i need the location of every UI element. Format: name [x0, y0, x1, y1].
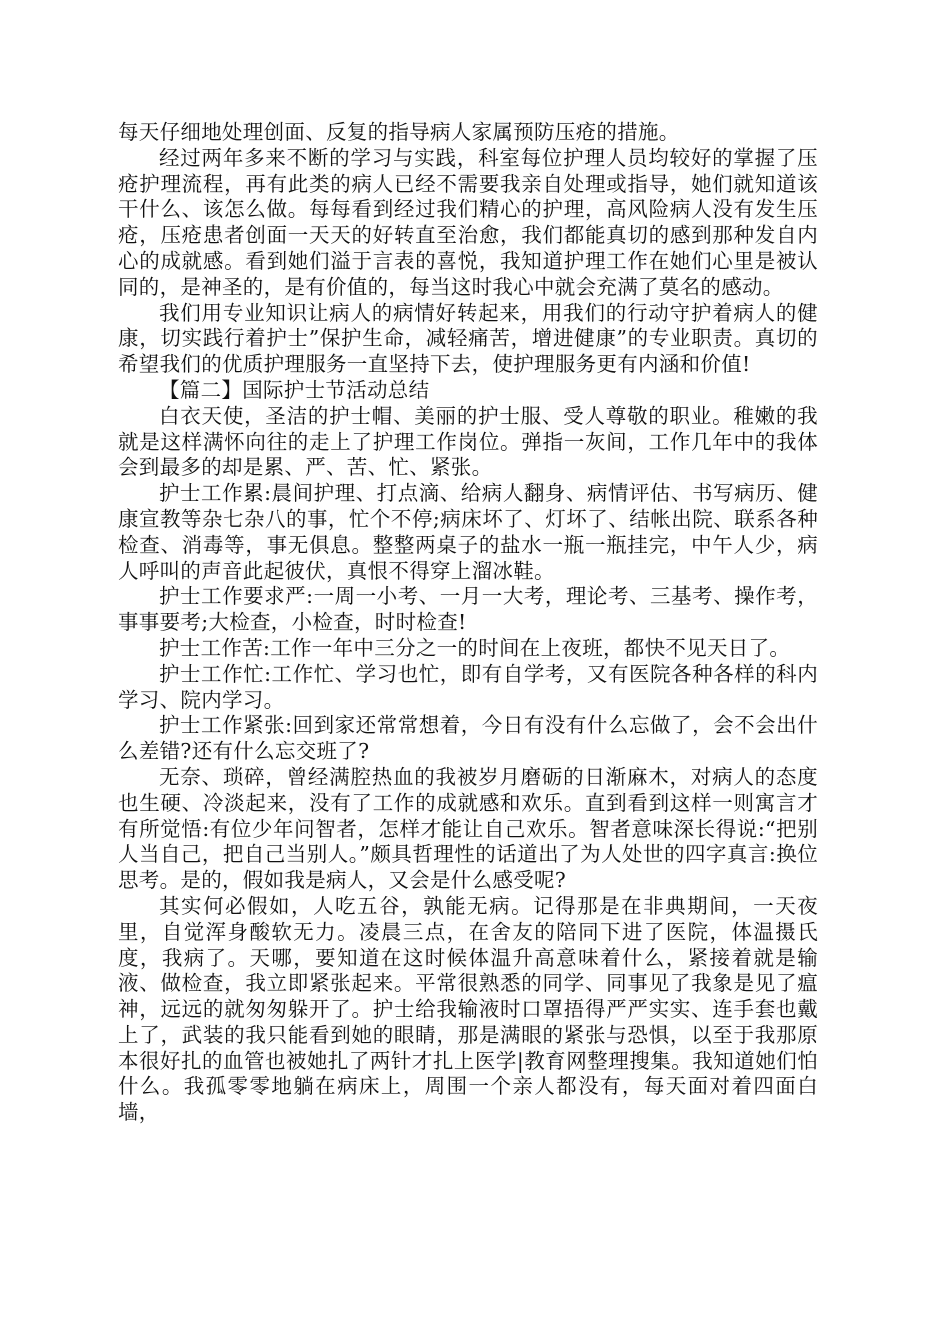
paragraph-12: 其实何必假如，人吃五谷，孰能无病。记得那是在非典期间，一天夜里，自觉浑身酸软无力。凌晨三点，在舍友的陪同下进了医院，体温摄氏度，我病了。天哪，要知道在这时候体温升高意味着什么，紧接着就是输液、做检查，我立即紧张起来。平常很熟悉的同学、同事见了我象是见了瘟神，远远的就匆匆躲开了。护士给我输液时口罩捂得严严实实、连手套也戴上了，武装的我只能看到她的眼睛，那是满眼的紧张与恐惧，以至于我那原本很好扎的血管也被她扎了两针才扎上医学|教育网整理搜集。我知道她们怕什么。我孤零零地躺在病床上，周围一个亲人都没有，每天面对着四面白墙， — [118, 893, 818, 1125]
document-body — [118, 120, 818, 1126]
paragraph-1: 每天仔细地处理创面、反复的指导病人家属预防压疮的措施。 — [118, 120, 680, 144]
paragraph-11: 无奈、琐碎，曾经满腔热血的我被岁月磨砺的日渐麻木，对病人的态度也生硬、冷淡起来，没有了工作的成就感和欢乐。直到看到这样一则寓言才有所觉悟:有位少年问智者，怎样才能让自己欢乐。智者意味深长得说:“把别人当自己，把自己当别人。”颇具哲理性的话道出了为人处世的四字真言:换位思考。是的，假如我是病人，又会是什么感受呢? — [118, 764, 818, 893]
paragraph-9: 护士工作忙:工作忙、学习也忙，即有自学考，又有医院各种各样的科内学习、院内学习。 — [118, 661, 818, 712]
paragraph-8: 护士工作苦:工作一年中三分之一的时间在上夜班，都快不见天日了。 — [159, 635, 791, 660]
paragraph-10: 护士工作紧张:回到家还常常想着，今日有没有什么忘做了，会不会出什么差错?还有什么忘交班了? — [118, 713, 818, 764]
paragraph-6: 护士工作累:晨间护理、打点滴、给病人翻身、病情评估、书写病历、健康宣教等杂七杂八的事，忙个不停;病床坏了、灯坏了、结帐出院、联系各种检查、消毒等，事无俱息。整整两桌子的盐水一瓶一瓶挂完，中午人少，病人呼叫的声音此起彼伏，真恨不得穿上溜冰鞋。 — [118, 481, 818, 583]
paragraph-7: 护士工作要求严:一周一小考、一月一大考，理论考、三基考、操作考，事事要考;大检查，小检查，时时检查! — [118, 584, 818, 635]
paragraph-5: 白衣天使，圣洁的护士帽、美丽的护士服、受人尊敬的职业。稚嫩的我就是这样满怀向往的走上了护理工作岗位。弹指一灰间，工作几年中的我体会到最多的却是累、严、苦、忙、紧张。 — [118, 403, 818, 480]
paragraph-2: 经过两年多来不断的学习与实践，科室每位护理人员均较好的掌握了压疮护理流程，再有此类的病人已经不需要我亲自处理或指导，她们就知道该干什么、该怎么做。每每看到经过我们精心的护理，高风险病人没有发生压疮，压疮患者创面一天天的好转直至治愈，我们都能真切的感到那种发自内心的成就感。看到她们溢于言表的喜悦，我知道护理工作在她们心里是被认同的，是神圣的，是有价值的，每当这时我心中就会充满了莫名的感动。 — [118, 145, 818, 299]
section-heading: 【篇二】国际护士节活动总结 — [159, 377, 430, 402]
paragraph-3: 我们用专业知识让病人的病情好转起来，用我们的行动守护着病人的健康，切实践行着护士”保护生命，减轻痛苦，增进健康”的专业职责。真切的希望我们的优质护理服务一直坚持下去，使护理服务更有内涵和价值! — [118, 300, 818, 377]
